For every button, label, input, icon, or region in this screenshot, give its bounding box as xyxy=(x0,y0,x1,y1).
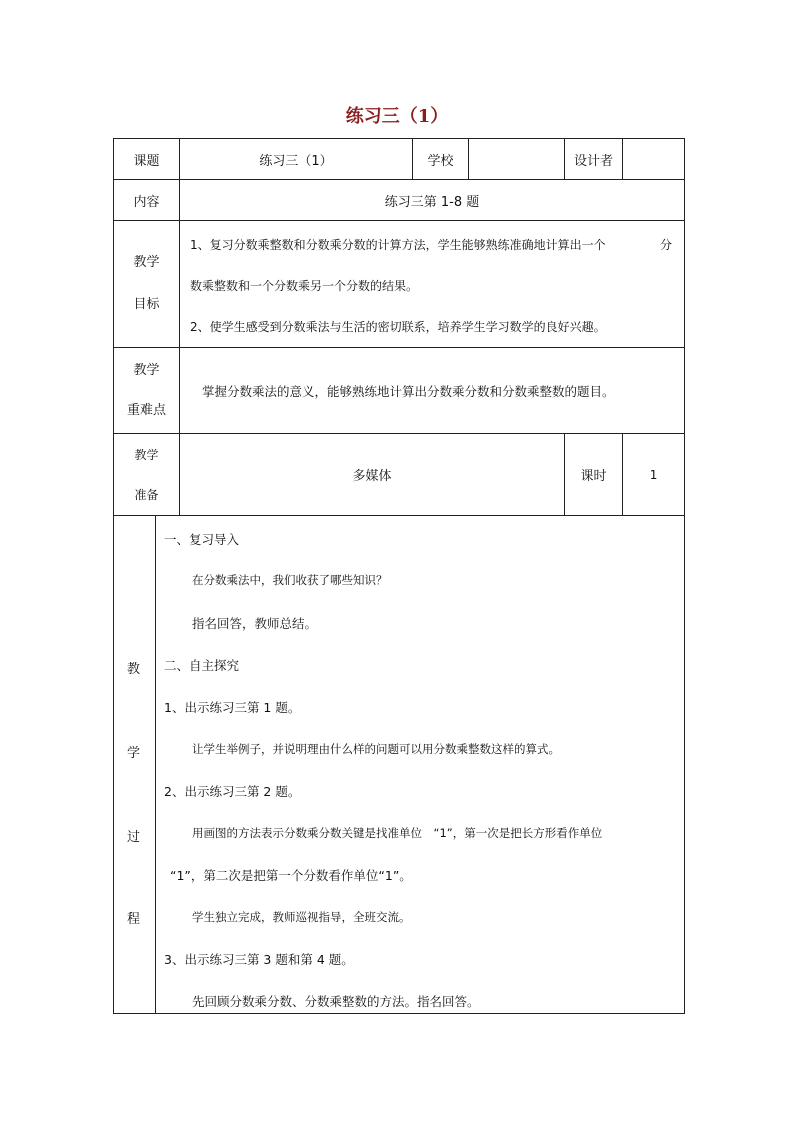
process-line: 用画图的方法表示分数乘分数关键是找准单位 “1”，第一次是把长方形看作单位 xyxy=(192,826,603,840)
goal-line2: 数乘整数和一个分数乘另一个分数的结果。 xyxy=(190,278,419,293)
prep-label-line2: 准备 xyxy=(134,487,159,502)
content-value: 练习三第 1-8 题 xyxy=(180,180,685,221)
prep-label xyxy=(114,434,180,516)
key-points-label-line2: 重难点 xyxy=(127,402,167,418)
key-points-label xyxy=(114,348,180,434)
content-label: 内容 xyxy=(114,180,180,221)
lesson-plan-table xyxy=(113,138,684,1014)
goals-label-line1: 教学 xyxy=(133,255,160,270)
hours-value: 1 xyxy=(623,434,685,516)
page-title: 练习三（1） xyxy=(345,106,449,127)
process-line: 一、复习导入 xyxy=(164,532,240,547)
prep-value: 多媒体 xyxy=(180,434,565,516)
process-label-char: 学 xyxy=(127,746,141,761)
process-label-char: 过 xyxy=(127,830,141,845)
process-line: “1”，第二次是把第一个分数看作单位“1”。 xyxy=(170,868,412,883)
goal-line1-left: 1、复习分数乘整数和分数乘分数的计算方法，学生能够熟练准确地计算出一个 xyxy=(190,237,606,252)
prep-label-line1: 教学 xyxy=(134,447,159,462)
process-line: 1、出示练习三第 1 题。 xyxy=(164,700,301,715)
process-label-char: 教 xyxy=(127,662,141,677)
goals-label xyxy=(114,221,180,348)
goal-line3: 2、使学生感受到分数乘法与生活的密切联系，培养学生学习数学的良好兴趣。 xyxy=(190,319,606,334)
process-line: 2、出示练习三第 2 题。 xyxy=(164,784,301,799)
process-line: 3、出示练习三第 3 题和第 4 题。 xyxy=(164,952,354,967)
goals-value xyxy=(180,221,685,348)
hours-label: 课时 xyxy=(565,434,623,516)
process-line: 二、自主探究 xyxy=(164,658,240,673)
process-content xyxy=(156,516,685,1014)
topic-label: 课题 xyxy=(114,139,180,180)
process-line: 指名回答，教师总结。 xyxy=(192,616,318,631)
school-label: 学校 xyxy=(413,139,469,180)
key-points-value: 掌握分数乘法的意义，能够熟练地计算出分数乘分数和分数乘整数的题目。 xyxy=(180,348,685,434)
topic-value: 练习三（1） xyxy=(180,139,413,180)
process-line: 在分数乘法中，我们收获了哪些知识？ xyxy=(192,573,388,587)
goal-line1-right: 分 xyxy=(660,237,673,252)
key-points-label-line1: 教学 xyxy=(133,362,160,378)
designer-label: 设计者 xyxy=(565,139,623,180)
process-label-char: 程 xyxy=(127,912,141,927)
designer-value xyxy=(623,139,685,180)
process-line: 学生独立完成，教师巡视指导，全班交流。 xyxy=(192,910,411,924)
school-value xyxy=(469,139,565,180)
goals-label-line2: 目标 xyxy=(133,297,160,312)
process-line: 让学生举例子，并说明理由什么样的问题可以用分数乘整数这样的算式。 xyxy=(192,742,560,756)
process-label xyxy=(114,516,156,1014)
process-line: 先回顾分数乘分数、分数乘整数的方法。指名回答。 xyxy=(192,994,480,1009)
